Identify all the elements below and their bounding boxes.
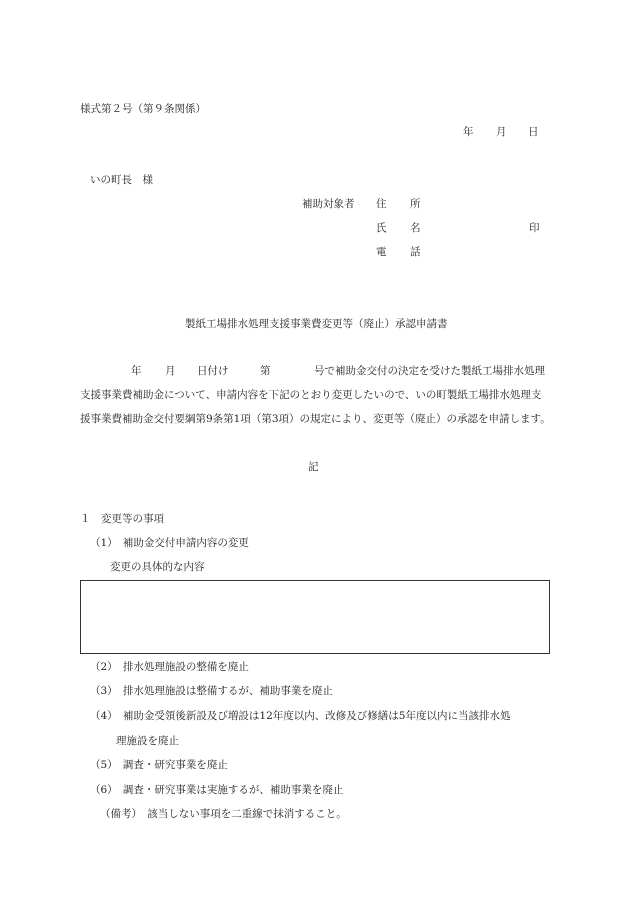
item1-sub-label: 変更の具体的な内容 — [110, 561, 205, 573]
section1-heading: １ 変更等の事項 — [80, 513, 164, 525]
body-line1-dated: 日付け — [197, 365, 229, 377]
address-label-1: 住 — [376, 198, 387, 210]
applicant-role-label: 補助対象者 — [302, 198, 355, 210]
body-line1-no: 第 — [260, 365, 271, 377]
item4-continuation: 理施設を廃止 — [116, 735, 179, 747]
body-line1-rest: 号で補助金交付の決定を受けた製紙工場排水処理 — [314, 365, 545, 377]
item1: （1） 補助金交付申請内容の変更 — [90, 537, 249, 549]
addressee: いの町長 様 — [90, 174, 153, 186]
date-day-label: 日 — [528, 126, 539, 138]
form-number: 様式第２号（第９条関係） — [80, 103, 206, 115]
ki-mark: 記 — [308, 461, 319, 473]
item6: （6） 調査・研究事業は実施するが、補助事業を廃止 — [90, 784, 344, 796]
document-title: 製紙工場排水処理支援事業費変更等（廃止）承認申請書 — [185, 318, 448, 330]
item2: （2） 排水処理施設の整備を廃止 — [90, 661, 249, 673]
seal-label: 印 — [529, 222, 540, 234]
address-label-2: 所 — [410, 198, 421, 210]
body-line2: 支援事業費補助金について、申請内容を下記のとおり変更したいので、いの町製紙工場排水処理支 — [80, 389, 542, 401]
date-year-label: 年 — [463, 126, 474, 138]
name-label-2: 名 — [410, 222, 421, 234]
item5: （5） 調査・研究事業を廃止 — [90, 759, 228, 771]
change-details-box[interactable] — [80, 580, 550, 654]
phone-label-1: 電 — [376, 246, 387, 258]
body-line3: 援事業費補助金交付要綱第9条第1項（第3項）の規定により、変更等（廃止）の承認を申請します。 — [80, 413, 551, 425]
item4: （4） 補助金受領後新設及び増設は12年度以内、改修及び修繕は5年度以内に当該排水処 — [90, 710, 511, 722]
body-line1-year: 年 — [131, 365, 142, 377]
name-label-1: 氏 — [376, 222, 387, 234]
phone-label-2: 話 — [410, 246, 421, 258]
date-month-label: 月 — [496, 126, 507, 138]
remarks-note: （備考） 該当しない事項を二重線で抹消すること。 — [100, 808, 347, 820]
item3: （3） 排水処理施設は整備するが、補助事業を廃止 — [90, 685, 333, 697]
body-line1-month: 月 — [165, 365, 176, 377]
